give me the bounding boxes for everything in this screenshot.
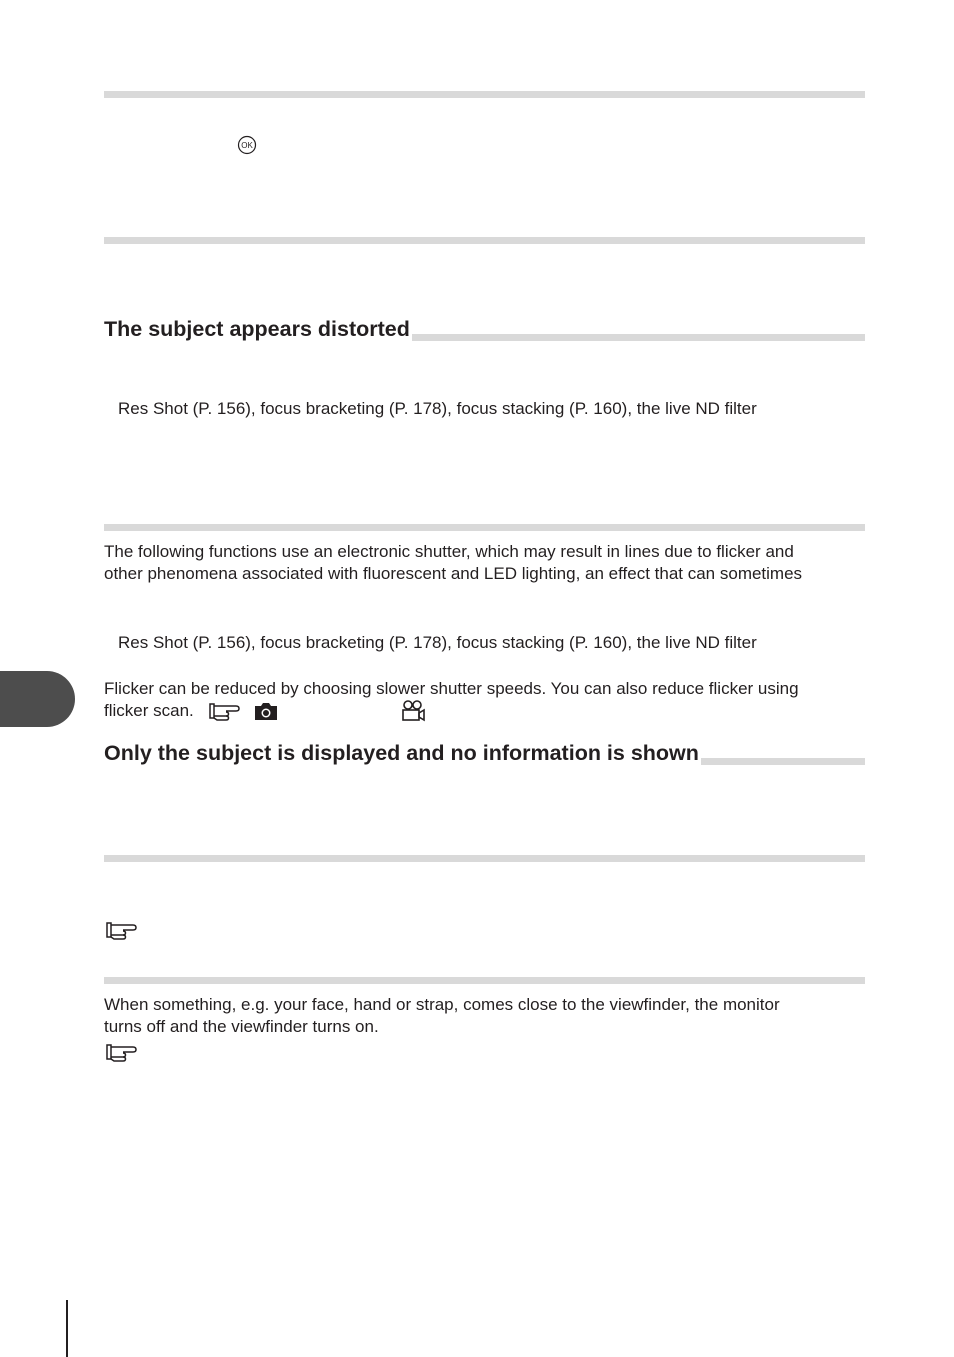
page-margin-line: [66, 1300, 68, 1357]
function-list: Res Shot (P. 156), focus bracketing (P. 178), focus stacking (P. 160), the live ND filter: [118, 399, 757, 418]
section-rule-5: [104, 977, 865, 984]
paragraph-line: Flicker can be reduced by choosing slower shutter speeds. You can also reduce flicker using: [104, 679, 799, 698]
section-rule-2: [104, 237, 865, 244]
svg-text:OK: OK: [241, 141, 253, 150]
chapter-tab: [0, 671, 75, 727]
paragraph-line: When something, e.g. your face, hand or strap, comes close to the viewfinder, the monitor: [104, 995, 780, 1014]
paragraph-line: The following functions use an electronic shutter, which may result in lines due to flicker and: [104, 542, 794, 561]
heading-subject-distorted: The subject appears distorted: [104, 317, 410, 341]
reference-hand-icon: [105, 919, 139, 941]
reference-hand-icon: [208, 700, 242, 722]
reference-hand-icon: [105, 1041, 139, 1063]
section-rule-4: [104, 855, 865, 862]
ok-button-icon: [237, 135, 257, 155]
section-rule-3: [104, 524, 865, 531]
still-camera-icon: [254, 701, 278, 721]
function-list: Res Shot (P. 156), focus bracketing (P. 178), focus stacking (P. 160), the live ND filter: [118, 633, 757, 652]
paragraph-line: turns off and the viewfinder turns on.: [104, 1017, 379, 1036]
movie-camera-icon: [400, 699, 426, 723]
paragraph-line: other phenomena associated with fluorescent and LED lighting, an effect that can sometimes: [104, 564, 803, 583]
section-rule-1: [104, 91, 865, 98]
paragraph-line: flicker scan.: [104, 701, 194, 720]
heading-no-information: Only the subject is displayed and no information is shown: [104, 741, 699, 765]
